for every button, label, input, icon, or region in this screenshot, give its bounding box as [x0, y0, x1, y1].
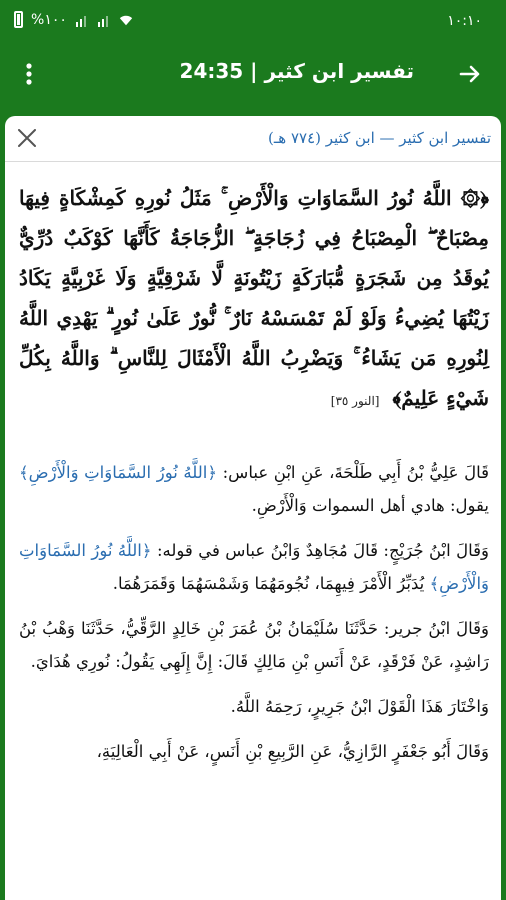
app-bar — [0, 44, 506, 104]
tafsir-paragraph: وَقَالَ ابْنُ جرير: حَدَّثَنَا سُلَيْمَانُ بْنُ عُمَرَ بْنِ خَالِدٍ الرَّقِّيُّ، حَدَّثَنَا وَهْبُ بْنُ رَاشِدٍ، عَنْ فَرْقَدٍ، عَنْ أَنَسِ بْنِ مَالِكٍ قَالَ: إِنَّ إِلَهِي يَقُولُ: نُورِي هُدَايَ. — [19, 619, 489, 671]
wifi-icon — [119, 13, 133, 27]
battery-level: %١٠٠ — [31, 11, 67, 28]
signal-icon — [75, 13, 89, 27]
signal-icon-2 — [97, 13, 111, 27]
verse-reference: [النور ٣٥] — [330, 394, 380, 408]
tafsir-paragraph: وَقَالَ أَبُو جَعْفَرٍ الرَّازِيُّ، عَنِ الرَّبِيعِ بْنِ أَنَسٍ، عَنْ أَبِي الْعَالِيَةِ، — [96, 742, 489, 761]
source-reference: تفسير ابن كثير — ابن كثير (٧٧٤ هـ) — [268, 129, 491, 147]
tafsir-paragraph: قَالَ عَلِيُّ بْنُ أَبِي طَلْحَةَ، عَنِ ابْنِ عباس: ﴿اللَّهُ نُورُ السَّمَاوَاتِ وَالْأَرْضِ﴾ يقول: هادي أهل السموات وَالْأَرْضِ. — [19, 463, 489, 515]
close-button[interactable] — [13, 124, 41, 152]
arrow-forward-icon — [458, 62, 482, 86]
sheet-header — [5, 116, 501, 162]
page-title: تفسير ابن كثير | 24:35 — [179, 59, 414, 83]
tafsir-paragraph: وَاخْتَارَ هَذَا الْقَوْلَ ابْنُ جَرِيرٍ، رَحِمَهُ اللَّهُ. — [230, 697, 489, 716]
verse-text: ﴿۞ اللَّهُ نُورُ السَّمَاوَاتِ وَالْأَرْضِ ۚ مَثَلُ نُورِهِ كَمِشْكَاةٍ فِيهَا مِصْبَاحٌ ۖ الْمِصْبَاحُ فِي زُجَاجَةٍ ۖ الزُّجَاجَةُ كَأَنَّهَا كَوْكَبٌ دُرِّيٌّ يُوقَدُ مِن شَجَرَةٍ مُّبَارَكَةٍ زَيْتُونَةٍ لَّا شَرْقِيَّةٍ وَلَا غَرْبِيَّةٍ يَكَادُ زَيْتُهَا يُضِيءُ وَلَوْ لَمْ تَمْسَسْهُ نَارٌ ۚ نُّورٌ عَلَىٰ نُورٍ ۗ يَهْدِي اللَّهُ لِنُورِهِ مَن يَشَاءُ ۚ وَيَضْرِبُ اللَّهُ الْأَمْثَالَ لِلنَّاسِ ۗ وَاللَّهُ بِكُلِّ شَيْءٍ عَلِيمٌ﴾ — [19, 186, 489, 410]
battery-icon — [14, 11, 23, 28]
status-icons — [14, 11, 133, 28]
overflow-menu-button[interactable] — [14, 56, 44, 92]
more-vert-icon — [26, 63, 32, 85]
quran-verse — [19, 178, 489, 421]
status-time: ١٠:١٠ — [447, 13, 482, 29]
tafsir-sheet — [5, 116, 501, 900]
close-icon — [18, 129, 36, 147]
status-bar — [0, 0, 506, 44]
tafsir-paragraph: وَقَالَ ابْنُ جُرَيْجٍ: قَالَ مُجَاهِدٌ وَابْنُ عباس في قوله: ﴿اللَّهُ نُورُ السَّمَاوَاتِ وَالْأَرْضِ﴾ يُدَبِّرُ الْأَمْرَ فِيهِمَا، نُجُومَهُمَا وَشَمْسَهُمَا وَقَمَرَهُمَا. — [19, 541, 489, 593]
quoted-verse: ﴿اللَّهُ نُورُ السَّمَاوَاتِ وَالْأَرْضِ﴾ — [19, 463, 218, 482]
quoted-verse: ﴿اللَّهُ نُورُ السَّمَاوَاتِ وَالْأَرْضِ﴾ — [19, 541, 489, 593]
back-button[interactable] — [452, 56, 488, 92]
tafsir-text — [19, 456, 489, 780]
